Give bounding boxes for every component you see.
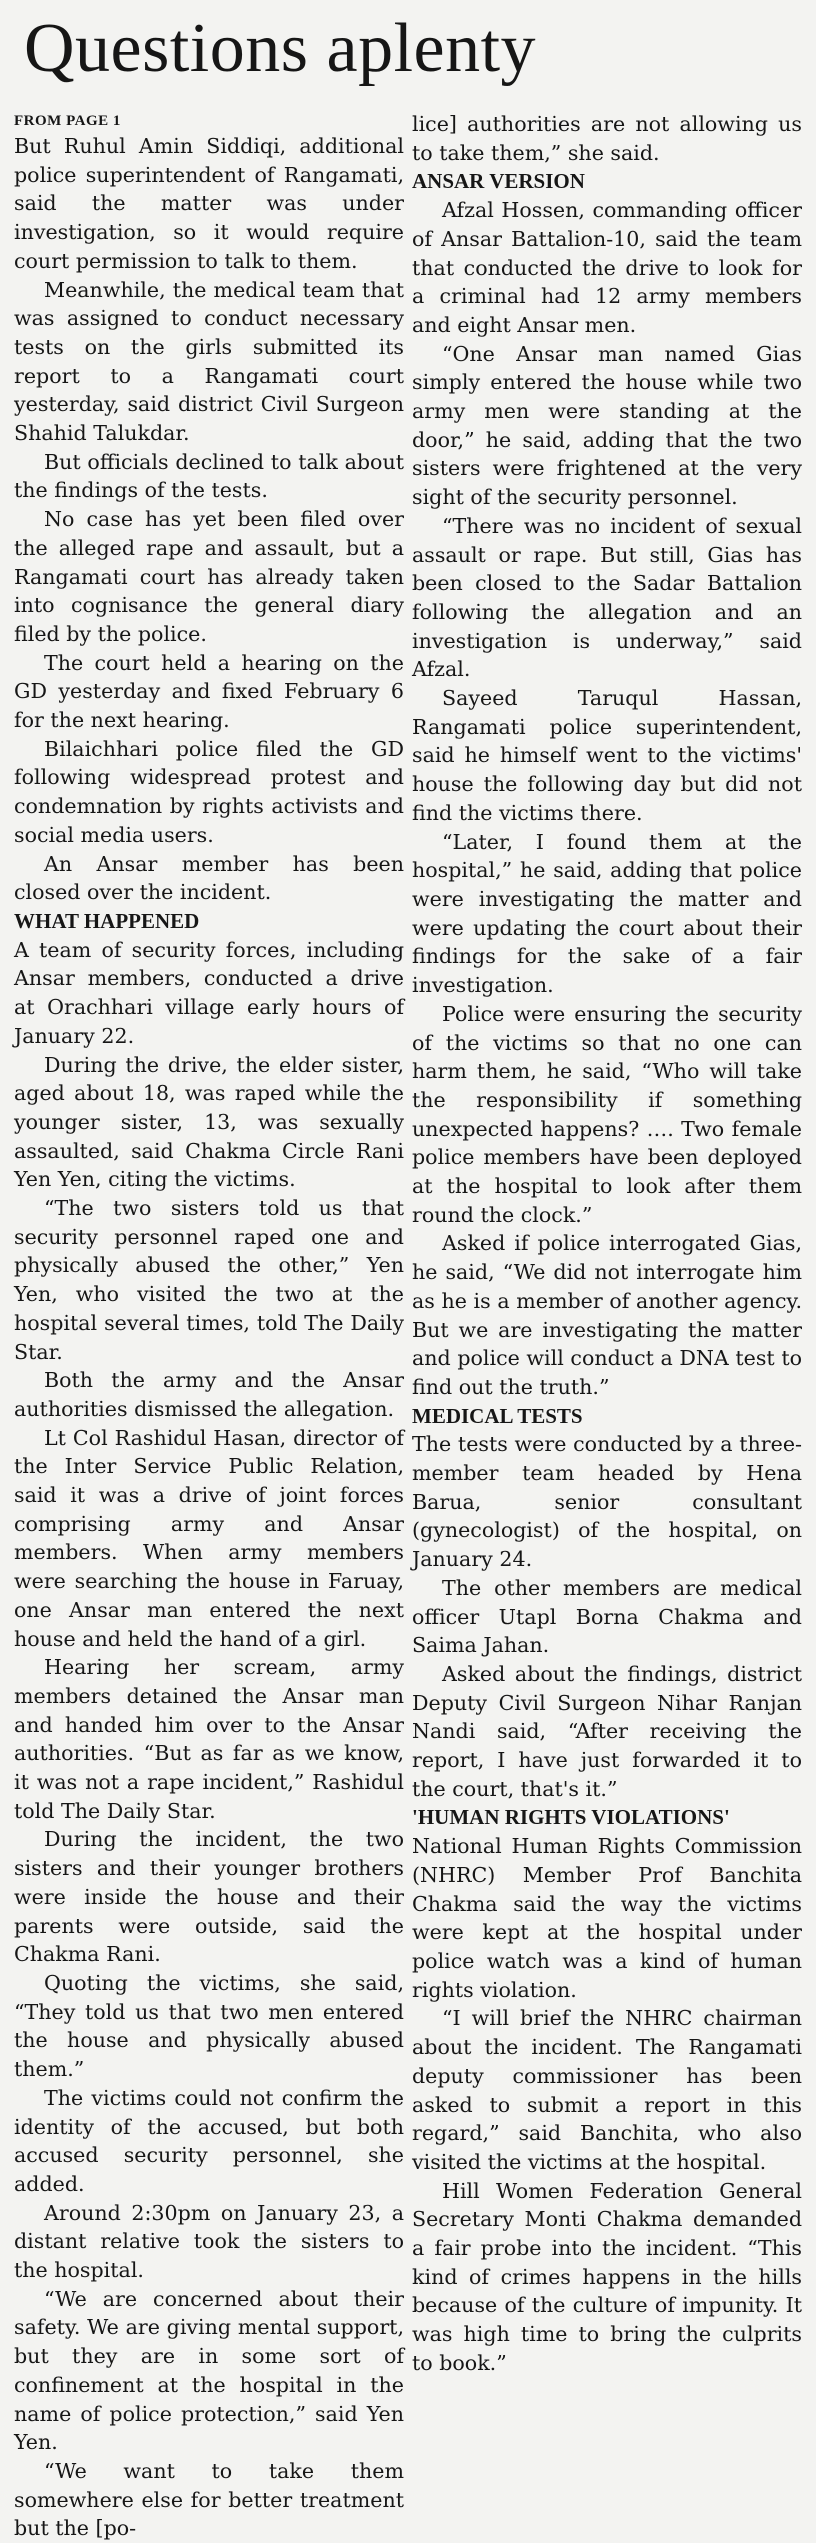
paragraph: The victims could not confirm the identity of the accused, but both accused security personnel, she added. — [14, 2085, 404, 2196]
paragraph: No case has yet been filed over the alleged rape and assault, but a Rangamati court has already taken into cognisance the general diary filed by the police. — [14, 507, 404, 646]
paragraph: Sayeed Taruqul Hassan, Rangamati police superintendent, said he himself went to the victims' house the following day but did not find the victims there. — [412, 686, 802, 825]
paragraph: Asked about the findings, district Deputy Civil Surgeon Nihar Ranjan Nandi said, “After receiving the report, I have just forwarded it to the court, that's it.” — [412, 1661, 802, 1801]
subheading-human-rights-violations: 'HUMAN RIGHTS VIOLATIONS' — [412, 1805, 730, 1830]
paragraph: “One Ansar man named Gias simply entered the house while two army men were standing at the door,” he said, adding that the two sisters were frightened at the very sight of the security personnel. — [412, 341, 802, 510]
subheading-medical-tests: MEDICAL TESTS — [412, 1403, 583, 1428]
paragraph: But officials declined to talk about the findings of the tests. — [14, 449, 404, 503]
paragraph: “There was no incident of sexual assault or rape. But still, Gias has been closed to the Sadar Battalion following the allegation and an investigation is underway,” said Afzal. — [412, 513, 802, 682]
paragraph: During the drive, the elder sister, aged about 18, was raped while the younger sister, 13, was sexually assaulted, said Chakma Circle Rani Yen Yen, citing the victims. — [14, 1052, 404, 1192]
paragraph: “The two sisters told us that security personnel raped one and physically abused the other,” Yen Yen, who visited the two at the hospital several times, told The Daily Star. — [14, 1196, 404, 1364]
paragraph: Lt Col Rashidul Hasan, director of the Inter Service Public Relation, said it was a drive of joint forces comprising army and Ansar members. When army members were searching the house in Faruay, one Ansar man entered the next house and held the hand of a girl. — [14, 1425, 404, 1651]
paragraph: National Human Rights Commission (NHRC) Member Prof Banchita Chakma said the way the victims were kept at the hospital under police watch was a kind of human rights violation. — [412, 1834, 802, 2002]
paragraph: “Later, I found them at the hospital,” he said, adding that police were investigating the matter and were updating the court about their findings for the sake of a fair investigation. — [412, 829, 802, 998]
paragraph: The court held a hearing on the GD yesterday and fixed February 6 for the next hearing. — [14, 650, 404, 733]
paragraph: “We want to take them somewhere else for better treatment but the [po- — [14, 2458, 404, 2541]
paragraph: Meanwhile, the medical team that was assigned to conduct necessary tests on the girls submitted its report to a Rangamati court yesterday, said district Civil Surgeon Shahid Talukdar. — [14, 277, 404, 446]
paragraph: Afzal Hossen, commanding officer of Ansar Battalion-10, said the team that conducted the drive to look for a criminal had 12 army members and eight Ansar men. — [412, 198, 802, 337]
paragraph: Asked if police interrogated Gias, he said, “We did not interrogate him as he is a member of another agency. But we are investigating the matter and police will conduct a DNA test to find out the truth.” — [412, 1231, 802, 1399]
right-column — [412, 110, 802, 2543]
headline: Questions aplenty — [24, 10, 537, 87]
paragraph: “We are concerned about their safety. We are giving mental support, but they are in some sort of confinement at the hospital in the name of police protection,” said Yen Yen. — [14, 2286, 404, 2455]
paragraph: Bilaichhari police filed the GD following widespread protest and condemnation by rights activists and social media users. — [14, 736, 404, 847]
paragraph: The other members are medical officer Utapl Borna Chakma and Saima Jahan. — [412, 1575, 802, 1658]
paragraph: lice] authorities are not allowing us to take them,” she said. — [412, 112, 802, 165]
paragraph: But Ruhul Amin Siddiqi, additional police superintendent of Rangamati, said the matter was under investigation, so it would require court permission to talk to them. — [14, 134, 404, 273]
paragraph: Quoting the victims, she said, “They told us that two men entered the house and physically abused them.” — [14, 1971, 404, 2082]
subheading-ansar-version: ANSAR VERSION — [412, 169, 585, 194]
paragraph: Police were ensuring the security of the victims so that no one can harm them, he said, “Who will take the responsibility if something unexpected happens? …. Two female police members have been deployed at the hospital to look after them round the clock.” — [412, 1001, 802, 1227]
paragraph: Around 2:30pm on January 23, a distant relative took the sisters to the hospital. — [14, 2200, 404, 2283]
paragraph: Hearing her scream, army members detained the Ansar man and handed him over to the Ansar authorities. “But as far as we know, it was not a rape incident,” Rashidul told The Daily Star. — [14, 1655, 404, 1823]
subheading-what-happened: WHAT HAPPENED — [14, 908, 200, 933]
paragraph: An Ansar member has been closed over the incident. — [14, 851, 404, 905]
paragraph: Hill Women Federation General Secretary Monti Chakma demanded a fair probe into the incident. “This kind of crimes happens in the hills because of the culture of impunity. It was high time to bring the culprits to book.” — [412, 2178, 802, 2375]
left-column — [14, 110, 404, 2543]
article-body — [14, 110, 802, 2543]
paragraph: “I will brief the NHRC chairman about the incident. The Rangamati deputy commissioner has been asked to submit a report in this regard,” said Banchita, who also visited the victims at the hospital. — [412, 2006, 802, 2174]
paragraph: A team of security forces, including Ansar members, conducted a drive at Orachhari village early hours of January 22. — [14, 937, 404, 1048]
paragraph: Both the army and the Ansar authorities dismissed the allegation. — [14, 1368, 404, 1421]
paragraph: The tests were conducted by a three-member team headed by Hena Barua, senior consultant (gynecologist) of the hospital, on January 24. — [412, 1432, 802, 1572]
paragraph: During the incident, the two sisters and their younger brothers were inside the house and their parents were outside, said the Chakma Rani. — [14, 1827, 404, 1967]
from-page-label: FROM PAGE 1 — [14, 113, 121, 129]
